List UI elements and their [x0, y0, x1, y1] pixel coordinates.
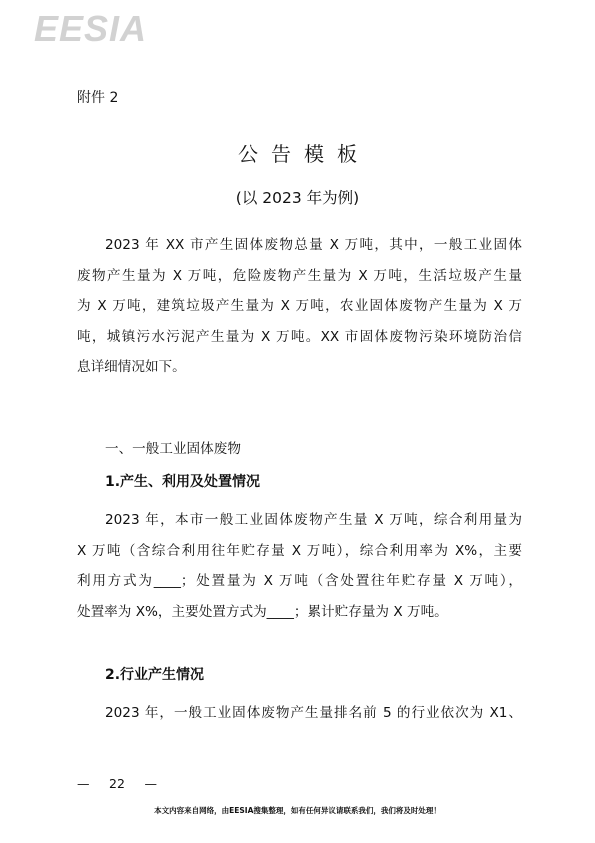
body-line: 2023 年，一般工业固体废物产生量排名前 5 的行业依次为 X1、: [105, 705, 522, 721]
page-number: [77, 776, 157, 791]
intro-line: 为 X 万吨，建筑垃圾产生量为 X 万吨，农业固体废物产生量为 X 万: [77, 298, 522, 314]
section-heading-general-industrial-waste: 一、一般工业固体废物: [105, 441, 241, 457]
page-dash-left: —: [77, 776, 90, 791]
attachment-label: 附件 2: [77, 90, 119, 106]
intro-line: 废物产生量为 X 万吨，危险废物产生量为 X 万吨，生活垃圾产生量: [77, 267, 522, 284]
body-line: 利用方式为____；处置量为 X 万吨（含处置往年贮存量 X 万吨），: [77, 573, 522, 589]
subheading-generation-utilization-disposal: 1.产生、利用及处置情况: [105, 474, 261, 490]
page-number-value: 22: [109, 776, 125, 791]
intro-line: 息详细情况如下。: [77, 359, 186, 375]
body-paragraph-2: [77, 698, 522, 729]
body-line: X 万吨（含综合利用往年贮存量 X 万吨），综合利用率为 X%，主要: [77, 542, 522, 559]
body-paragraph-1: [77, 505, 522, 627]
page-dash-right: —: [144, 776, 157, 791]
document-subtitle: (以 2023 年为例): [235, 189, 360, 207]
footer-disclaimer: 本文内容来自网络，由EESIA搜集整理，如有任何异议请联系我们，我们将及时处理！: [154, 806, 441, 815]
intro-paragraph: [77, 230, 522, 383]
subheading-industry-generation: 2.行业产生情况: [105, 667, 205, 683]
intro-line: 2023 年 XX 市产生固体废物总量 X 万吨，其中，一般工业固体: [105, 237, 522, 253]
body-line: 2023 年，本市一般工业固体废物产生量 X 万吨，综合利用量为: [105, 512, 522, 528]
body-line: 处置率为 X%，主要处置方式为____；累计贮存量为 X 万吨。: [77, 603, 448, 620]
document-title: 公告模板: [238, 142, 370, 166]
intro-line: 吨，城镇污水污泥产生量为 X 万吨。XX 市固体废物污染环境防治信: [77, 328, 522, 345]
eesia-logo: EESIA: [34, 8, 148, 49]
